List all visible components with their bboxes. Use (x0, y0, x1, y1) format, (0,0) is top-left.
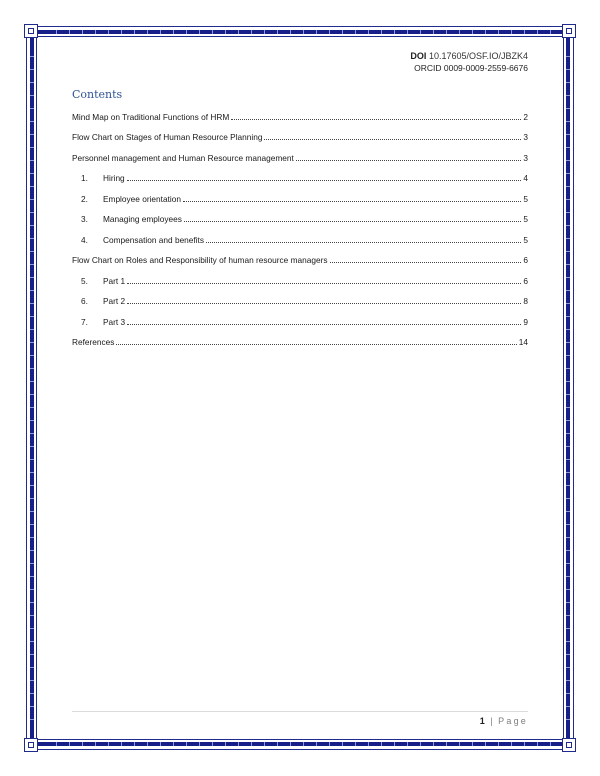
toc-entry-page: 6 (523, 255, 528, 265)
toc-subentry[interactable] (72, 163, 528, 184)
border-pattern-top (44, 30, 556, 34)
toc-leader-dots (184, 220, 522, 222)
toc-entry-page: 3 (523, 132, 528, 142)
toc-subentry[interactable] (72, 306, 528, 327)
toc-entry-label: Flow Chart on Stages of Human Resource Planning (72, 132, 263, 142)
toc-leader-dots (296, 159, 522, 161)
toc-entry-number: 4. (81, 234, 88, 245)
footer-separator: | (490, 716, 493, 726)
page-number: 1 (479, 716, 485, 726)
toc-entry-label: Flow Chart on Roles and Responsibility of human resource managers (72, 255, 328, 265)
orcid-line: ORCID 0009-0009-2559-6676 (414, 63, 528, 73)
toc-entry-label: References (72, 337, 115, 347)
toc-entry-label: Hiring (103, 173, 125, 183)
toc-leader-dots (206, 241, 521, 243)
toc-entry-page: 5 (523, 193, 528, 204)
contents-heading: Contents (72, 88, 123, 101)
toc-leader-dots (127, 323, 521, 325)
footer-divider (72, 711, 528, 712)
toc-entry-number: 1. (81, 173, 88, 183)
toc-entry-page: 3 (523, 152, 528, 163)
toc-leader-dots (127, 282, 521, 284)
toc-leader-dots (330, 261, 522, 263)
toc-entry[interactable] (72, 245, 528, 266)
doi-line (410, 50, 528, 62)
toc-entry-page: 4 (523, 173, 528, 183)
border-pattern-left (30, 44, 34, 732)
toc-subentry[interactable] (72, 204, 528, 225)
toc-entry-label: Personnel management and Human Resource management (72, 152, 294, 163)
toc-leader-dots (264, 138, 521, 140)
border-pattern-bottom (44, 742, 556, 746)
toc-entry-number: 7. (81, 316, 88, 327)
toc-entry-label: Employee orientation (103, 193, 181, 204)
page-footer (480, 716, 528, 726)
toc-entry[interactable] (72, 122, 528, 143)
toc-subentry[interactable] (72, 286, 528, 307)
border-corner-ornament (24, 24, 38, 38)
doi-label: DOI (410, 51, 427, 61)
toc-entry-page: 8 (523, 296, 528, 306)
toc-entry-label: Managing employees (103, 214, 182, 224)
page-header (410, 50, 528, 74)
toc-entry-number: 6. (81, 296, 88, 306)
toc-entry-page: 9 (523, 316, 528, 327)
toc-entry-page: 6 (523, 275, 528, 286)
toc-entry[interactable] (72, 101, 528, 122)
toc-entry-label: Mind Map on Traditional Functions of HRM (72, 111, 230, 122)
border-pattern-right (566, 44, 570, 732)
toc-leader-dots (231, 118, 521, 120)
toc-entry-label: Part 1 (103, 275, 126, 286)
toc-entry-number: 5. (81, 275, 88, 286)
toc-subentry[interactable] (72, 265, 528, 286)
toc-leader-dots (116, 343, 516, 345)
toc-entry-page: 5 (523, 214, 528, 224)
toc-entry-number: 2. (81, 193, 88, 204)
toc-entry[interactable] (72, 327, 528, 348)
toc-entry-page: 2 (523, 111, 528, 122)
toc-entry-number: 3. (81, 214, 88, 224)
border-corner-ornament (562, 24, 576, 38)
toc-entry-page: 14 (518, 337, 528, 347)
border-corner-ornament (24, 738, 38, 752)
toc-entry-label: Compensation and benefits (103, 234, 205, 245)
toc-entry[interactable] (72, 142, 528, 163)
toc-subentry[interactable] (72, 224, 528, 245)
toc-leader-dots (183, 200, 521, 202)
toc-subentry[interactable] (72, 183, 528, 204)
border-corner-ornament (562, 738, 576, 752)
toc-entry-label: Part 3 (103, 316, 126, 327)
toc-entry-label: Part 2 (103, 296, 126, 306)
doi-value: 10.17605/OSF.IO/JBZK4 (428, 51, 528, 61)
page-word: Page (498, 716, 528, 726)
toc-entry-page: 5 (523, 234, 528, 245)
toc-leader-dots (127, 179, 522, 181)
toc-leader-dots (127, 302, 521, 304)
table-of-contents (72, 101, 528, 347)
